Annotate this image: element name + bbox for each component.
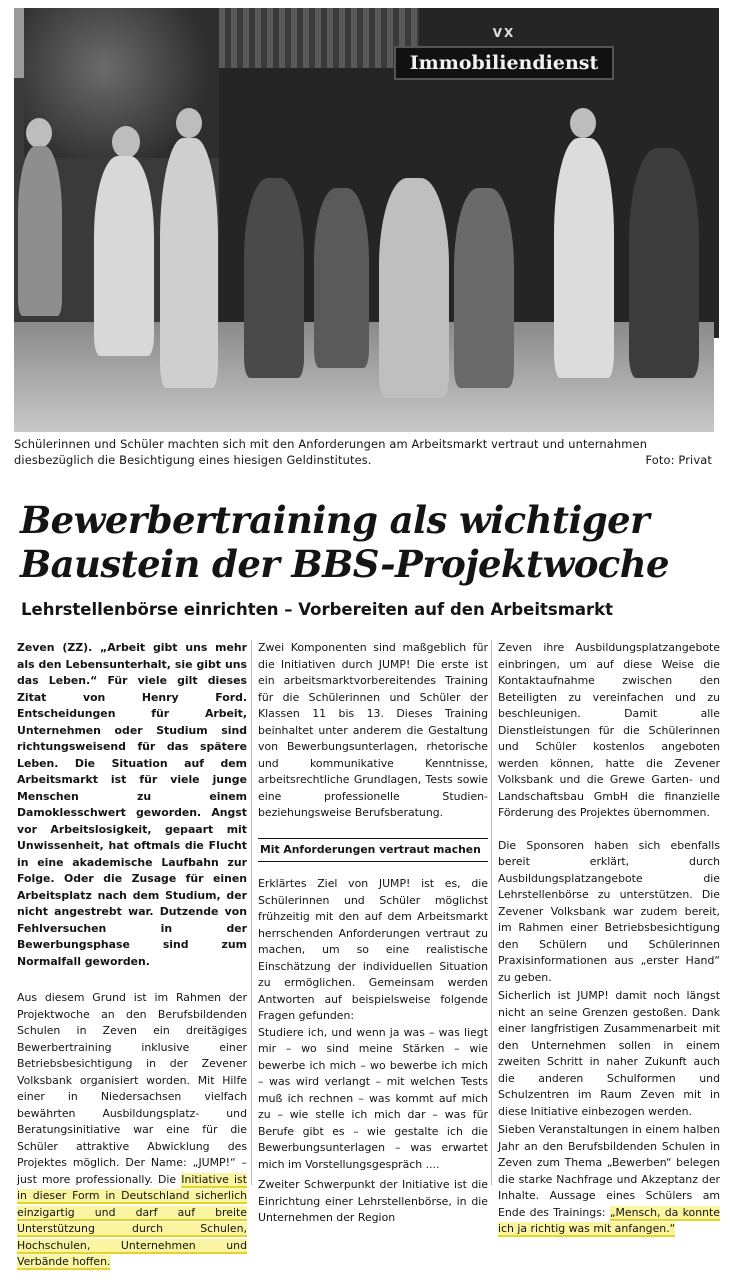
bank-logo: VX bbox=[492, 26, 516, 40]
person bbox=[554, 138, 614, 378]
body-paragraph bbox=[498, 1122, 720, 1238]
body-paragraph: Zwei Komponenten sind maßgeblich für die Initiativen durch JUMP! Die erste ist ein arbeitsmarktvorbereitendes Training für die Schülerinnen und Schüler der Klassen 11 bis 13. Dieses Training beinhaltet unter anderem die Gestaltung von Bewerbungsunterlagen, rhetorische und kommunikative Kenntnisse, arbeitsrechtliche Grundlagen, Tests sowie eine professionelle Studien- beziehungsweise Berufsberatung. bbox=[258, 641, 488, 819]
body-paragraph bbox=[17, 990, 247, 1271]
photo-credit: Foto: Privat bbox=[645, 453, 712, 467]
person bbox=[379, 178, 449, 398]
person-head bbox=[176, 108, 202, 138]
person bbox=[314, 188, 369, 368]
body-text: Aus diesem Grund ist im Rahmen der Projektwoche an den Berufsbildenden Schulen in Zeven ein dreitägiges Bewerbertraining inklusive einer Betriebsbesichtigung in der Zevener Volksbank organisiert worden. Mit Hilfe einer in Niedersachsen vielfach bewährten Ausbildungsplatz- und Beratungsinitiative war eine für die Schüler attraktive Abwicklung des Projektes möglich. Der Name: „JUMP!“ – just more professionally. Die bbox=[17, 991, 247, 1186]
person bbox=[454, 188, 514, 388]
article-column-3 bbox=[498, 640, 720, 1254]
body-paragraph: Erklärtes Ziel von JUMP! ist es, die Schülerinnen und Schüler möglichst frühzeitig mit den auf dem Arbeitsmarkt herrschenden Anforderungen vertraut zu machen, um so eine realistische Einschätzung der individuellen Situation zu ermöglichen. Gemeinsam werden Antworten auf beispielsweise folgende Fragen gefunden: bbox=[258, 877, 488, 1022]
article-subheadline: Lehrstellenbörse einrichten – Vorbereiten auf den Arbeitsmarkt bbox=[21, 600, 614, 619]
article-column-1 bbox=[17, 640, 247, 1287]
news-photo bbox=[14, 8, 714, 432]
highlighted-quote: „Mensch, da konnte ich ja richtig was mit anfangen.“ bbox=[498, 1205, 720, 1235]
person bbox=[94, 156, 154, 356]
person bbox=[160, 138, 218, 388]
intro-paragraph: Zeven (ZZ). „Arbeit gibt uns mehr als den Lebensunterhalt, sie gibt uns das Leben.“ Für viele gilt dieses Zitat von Henry Ford. Entscheidungen für Arbeit, Unternehmen oder Studium sind richtungsweisend für das spätere Leben. Die Situation auf dem Arbeitsmarkt ist für viele junge Menschen zu einem Damoklesschwert geworden. Angst vor Arbeitslosigkeit, gepaart mit Unwissenheit, hat oftmals die Flucht in eine akademische Laufbahn zur Folge. Oder die Zusage für einen Arbeitsplatz nach dem Studium, der nicht angestrebt war. Dutzende von Fehlversuchen in der Bewerbungsphase sind zum Normalfall geworden. bbox=[17, 641, 247, 968]
person bbox=[244, 178, 304, 378]
column-divider bbox=[251, 640, 252, 1185]
body-paragraph: Die Sponsoren haben sich ebenfalls bereit erklärt, durch Ausbildungsplatzangebote die Lehrstellenbörse zu unterstützen. Die Zevener Volksbank war zudem bereit, im Rahmen einer Betriebsbesichtigung den Schülern und Schülerinnen Praxisinformationen aus „erster Hand“ zu geben. bbox=[498, 838, 720, 984]
article-headline bbox=[20, 498, 720, 586]
body-text: Sieben Veranstaltungen in einem halben Jahr an den Berufsbildenden Schulen in Zeven zum Thema „Bewerben“ belegen die starke Nachfrage und Akzeptanz der Inhalte. Aussage eines Schülers am Ende des Trainings: bbox=[498, 1123, 720, 1219]
body-paragraph: Sicherlich ist JUMP! damit noch längst nicht an seine Grenzen gestoßen. Dank einer langfristigen Zusammenarbeit mit den Unternehmen sollen in einem zweiten Schritt in naher Zukunft auch die anderen Schulformen und Schulzentren im Raum Zeven mit in diese Initiative einbezogen werden. bbox=[498, 989, 720, 1118]
section-heading: Mit Anforderungen vertraut machen bbox=[258, 838, 488, 863]
building-sign: Immobiliendienst bbox=[394, 46, 614, 80]
caption-text: Schülerinnen und Schüler machten sich mit den Anforderungen am Arbeitsmarkt vertraut und unternahmen diesbezüglich die Besichtigung eines hiesigen Geldinstitutes. bbox=[14, 437, 648, 467]
highlighted-text: Initiative ist in dieser Form in Deutschland sicherlich einzigartig und darf auf breite Unterstützung durch Schulen, Hochschulen, Unternehmen und Verbände hoffen. bbox=[17, 1172, 247, 1268]
body-paragraph: Zweiter Schwerpunkt der Initiative ist die Einrichtung einer Lehrstellenbörse, in die Unternehmen der Region bbox=[258, 1178, 488, 1224]
body-paragraph: Studiere ich, und wenn ja was – was liegt mir – wo sind meine Stärken – wie bewerbe ich mich – wo bewerbe ich mich – was wird verlangt – mit welchen Tests muß ich rechnen – was kommt auf mich zu – wie stelle ich mich dar – was für Berufe gibt es – wie gestalte ich die Bewerbungsunterlagen – was erwartet mich im Vorstellungsgespräch .... bbox=[258, 1025, 488, 1171]
photo-roof bbox=[219, 8, 419, 68]
headline-line-1: Bewerbertraining als wichtiger bbox=[20, 498, 649, 542]
column-divider bbox=[491, 640, 492, 1185]
person-head bbox=[112, 126, 140, 158]
person-head bbox=[26, 118, 52, 148]
person-head bbox=[570, 108, 596, 138]
person bbox=[629, 148, 699, 378]
body-paragraph: Zeven ihre Ausbildungsplatzangebote einbringen, um auf diese Weise die Kontaktaufnahme zwischen den Beteiligten zu vereinfachen und zu beschleunigen. Damit alle Dienstleistungen für die Schülerinnen und Schüler kostenlos angeboten werden können, hatte die Zevener Volksbank und die Grewe Garten- und Landschaftsbau GmbH die finanzielle Förderung des Projektes übernommen. bbox=[498, 641, 720, 819]
headline-line-2: Baustein der BBS-Projektwoche bbox=[20, 542, 669, 586]
article-column-2 bbox=[258, 640, 488, 1243]
photo-caption bbox=[14, 436, 714, 468]
person bbox=[18, 146, 62, 316]
